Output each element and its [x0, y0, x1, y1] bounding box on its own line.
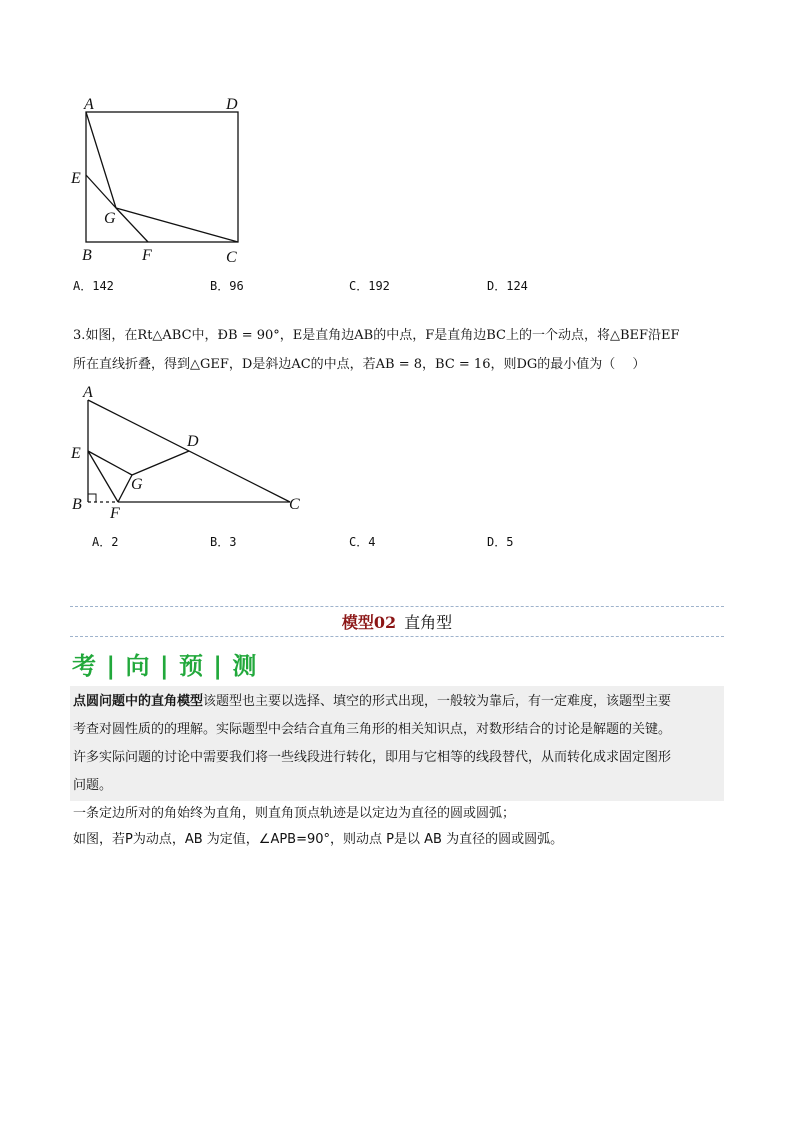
q3-stem-line2: 所在直线折叠，得到△GEF，D是斜边AC的中点，若AB = 8，BC = 16，则DG的最小值为（ ） — [73, 357, 646, 372]
q3-option-c[interactable]: C．4 — [349, 535, 376, 549]
divider-bottom — [70, 636, 724, 637]
q2-segment-ag — [86, 112, 116, 208]
intro-line-6: 如图，若P为动点，AB 为定值，∠APB=90°，则动点 P是以 AB 为直径的圆或圆弧。 — [73, 832, 564, 847]
q3-label-c: C — [289, 496, 300, 513]
q2-figure — [60, 90, 260, 270]
divider-top — [70, 606, 724, 607]
q3-option-b[interactable]: B．3 — [210, 535, 237, 549]
intro-line-1-text: 该题型也主要以选择、填空的形式出现，一般较为靠后，有一定难度，该题型主要 — [203, 694, 672, 709]
intro-bold-lead: 点圆问题中的直角模型 — [73, 694, 204, 709]
q3-stem-line1: 3.如图，在Rt△ABC中，ÐB = 90°，E是直角边AB的中点，F是直角边BC上的一个动点，将△BEF沿EF — [73, 328, 680, 343]
q2-option-d[interactable]: D．124 — [487, 279, 528, 293]
q3-label-d: D — [187, 433, 199, 450]
q3-segment-gf — [118, 475, 132, 502]
intro-line-4: 问题。 — [73, 778, 113, 793]
q3-option-a[interactable]: A．2 — [92, 535, 119, 549]
q2-label-e: E — [71, 170, 81, 187]
q3-option-d[interactable]: D．5 — [487, 535, 514, 549]
intro-line-5: 一条定边所对的角始终为直角，则直角顶点轨迹是以定边为直径的圆或圆弧； — [73, 806, 516, 821]
q2-option-c[interactable]: C．192 — [349, 279, 390, 293]
model-title — [0, 610, 794, 633]
q3-figure — [60, 380, 320, 520]
q2-label-a: A — [84, 96, 94, 113]
model-name: 直角型 — [404, 613, 453, 632]
q3-label-e: E — [71, 445, 81, 462]
q3-label-g: G — [131, 476, 143, 493]
q2-segment-gc — [116, 208, 238, 242]
q2-label-c: C — [226, 249, 237, 266]
q2-label-b: B — [82, 247, 92, 264]
q3-segment-gd — [132, 451, 189, 475]
intro-line-3: 许多实际问题的讨论中需要我们将一些线段进行转化，即用与它相等的线段替代，从而转化成求固定图形 — [73, 750, 672, 765]
q3-label-b: B — [72, 496, 82, 513]
q2-option-a[interactable]: A．142 — [73, 279, 114, 293]
section-heading: 考 | 向 | 预 | 测 — [72, 652, 258, 680]
q2-label-g: G — [104, 210, 116, 227]
intro-line-1 — [73, 688, 723, 716]
q3-label-f: F — [110, 505, 120, 522]
q3-right-angle-mark — [88, 494, 96, 502]
model-number: 模型02 — [341, 613, 397, 632]
q2-option-b[interactable]: B．96 — [210, 279, 244, 293]
q2-label-d: D — [226, 96, 238, 113]
intro-line-2: 考查对圆性质的的理解。实际题型中会结合直角三角形的相关知识点，对数形结合的讨论是解题的关键。 — [73, 722, 672, 737]
q3-label-a: A — [83, 384, 93, 401]
q2-label-f: F — [142, 247, 152, 264]
